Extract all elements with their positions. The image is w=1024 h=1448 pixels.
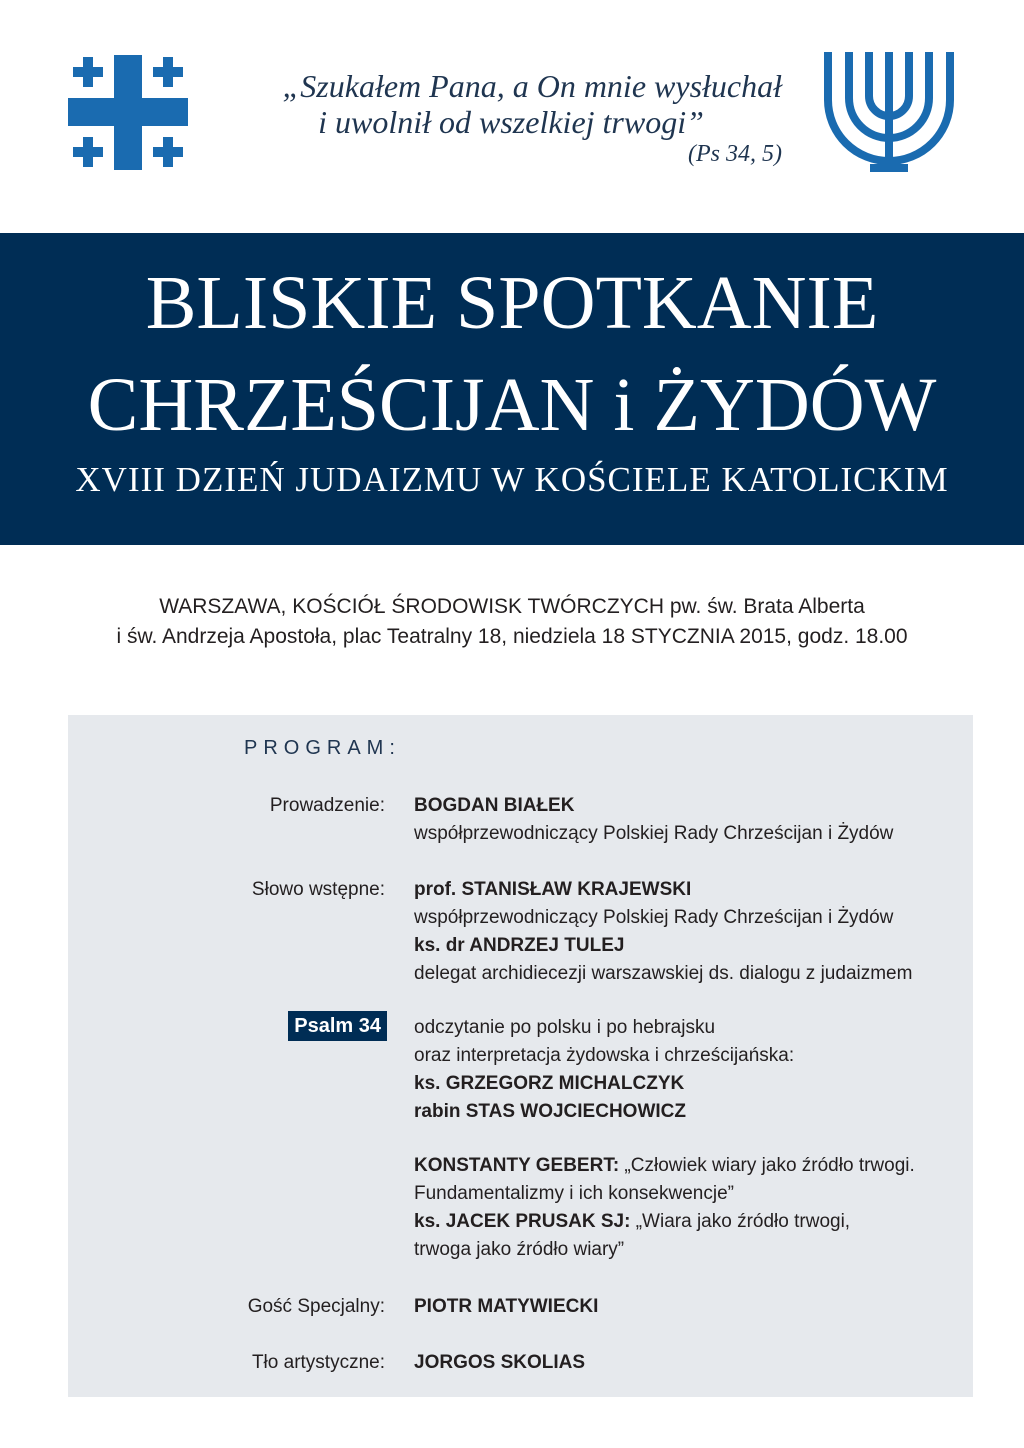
program-box bbox=[68, 715, 973, 1397]
intro-speaker-1-name: prof. STANISŁAW KRAJEWSKI bbox=[414, 879, 692, 900]
host-role: współprzewodniczący Polskiej Rady Chrześcijan i Żydów bbox=[414, 823, 894, 844]
guest-label: Gość Specjalny: bbox=[247, 1296, 385, 1317]
psalm-line-1: odczytanie po polsku i po hebrajsku bbox=[414, 1017, 716, 1038]
main-title-line-2: CHRZEŚCIJAN i ŻYDÓW bbox=[87, 363, 937, 447]
quote-line-1: „Szukałem Pana, a On mnie wysłuchał bbox=[282, 68, 782, 104]
intro-speaker-2-role: delegat archidiecezji warszawskiej ds. dialogu z judaizmem bbox=[414, 963, 913, 984]
title-banner bbox=[0, 233, 1024, 545]
psalm-reader-1: ks. GRZEGORZ MICHALCZYK bbox=[414, 1073, 685, 1094]
talk-2-title-a: „Wiara jako źródło trwogi, bbox=[630, 1211, 851, 1232]
talk-1-title-a: „Człowiek wiary jako źródło trwogi. bbox=[619, 1155, 915, 1176]
host-label: Prowadzenie: bbox=[269, 795, 385, 816]
guest-name: PIOTR MATYWIECKI bbox=[414, 1296, 599, 1317]
venue-info bbox=[0, 592, 1024, 652]
music-name: JORGOS SKOLIAS bbox=[414, 1352, 586, 1373]
talk-2-title-b: trwoga jako źródło wiary” bbox=[414, 1239, 625, 1260]
menorah-icon bbox=[822, 48, 956, 172]
main-title-line-1: BLISKIE SPOTKANIE bbox=[145, 261, 879, 345]
talk-2 bbox=[414, 1208, 954, 1236]
subtitle: XVIII DZIEŃ JUDAIZMU W KOŚCIELE KATOLICKIM bbox=[75, 460, 949, 499]
intro-speaker-1-role: współprzewodniczący Polskiej Rady Chrześcijan i Żydów bbox=[414, 907, 894, 928]
quote-line-2: i uwolnił od wszelkiej trwogi” bbox=[318, 104, 704, 140]
talk-1 bbox=[414, 1152, 954, 1180]
quote-reference: (Ps 34, 5) bbox=[688, 141, 782, 167]
music-label: Tło artystyczne: bbox=[251, 1352, 385, 1373]
intro-label: Słowo wstępne: bbox=[251, 879, 385, 900]
intro-speaker-2-name: ks. dr ANDRZEJ TULEJ bbox=[414, 935, 625, 956]
header-quote bbox=[200, 68, 782, 168]
venue-line-1: WARSZAWA, KOŚCIÓŁ ŚRODOWISK TWÓRCZYCH pw. św. Brata Alberta bbox=[159, 595, 865, 618]
psalm-line-2: oraz interpretacja żydowska i chrześcijańska: bbox=[414, 1045, 795, 1066]
venue-line-2: i św. Andrzeja Apostoła, plac Teatralny 18, niedziela 18 STYCZNIA 2015, godz. 18.00 bbox=[116, 625, 908, 648]
program-heading: PROGRAM: bbox=[244, 737, 401, 759]
talk-1-title-b: Fundamentalizmy i ich konsekwencje” bbox=[414, 1183, 734, 1204]
psalm-reader-2: rabin STAS WOJCIECHOWICZ bbox=[414, 1101, 686, 1122]
jerusalem-cross-icon bbox=[68, 55, 188, 170]
host-name: BOGDAN BIAŁEK bbox=[414, 795, 575, 816]
psalm-badge: Psalm 34 bbox=[288, 1011, 387, 1041]
talk-2-speaker: ks. JACEK PRUSAK SJ: bbox=[414, 1211, 631, 1232]
talk-1-speaker: KONSTANTY GEBERT: bbox=[414, 1155, 620, 1176]
